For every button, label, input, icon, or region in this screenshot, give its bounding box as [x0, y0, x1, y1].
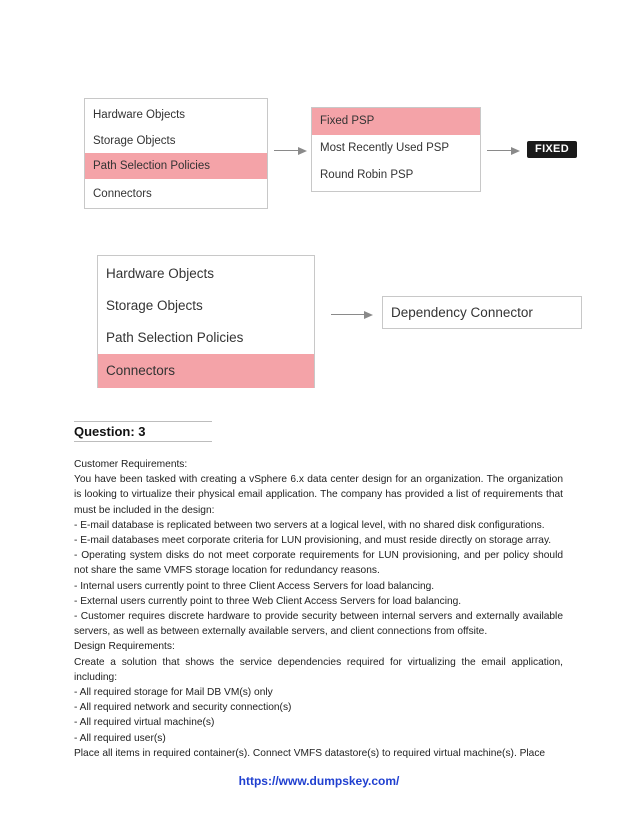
arrow-1-head — [298, 147, 307, 155]
paragraph: You have been tasked with creating a vSphere 6.x data center design for an organization. The organization is looking to virtualize their physical email application. The company has provided a list of requirements that must be included in the design: — [74, 474, 563, 516]
list-item-hardware-objects[interactable]: Hardware Objects — [93, 109, 186, 121]
arrow-1 — [274, 150, 299, 151]
paragraph: Place all items in required container(s). Connect VMFS datastore(s) to required virtual machine(s). Place — [74, 747, 546, 759]
category-list-2 — [97, 255, 315, 388]
list-item-path-selection-policies[interactable]: Path Selection Policies — [85, 153, 267, 179]
question-rule-bottom — [74, 441, 212, 442]
list-item-connectors[interactable]: Connectors — [93, 188, 152, 200]
question-rule-top — [74, 421, 212, 422]
fixed-result-badge: FIXED — [527, 141, 577, 158]
list-item-storage-objects[interactable]: Storage Objects — [93, 135, 176, 147]
paragraph: - External users currently point to three Web Client Access Servers for load balancing. — [74, 595, 462, 607]
paragraph: - All required user(s) — [74, 732, 166, 744]
paragraph: Design Requirements: — [74, 641, 175, 653]
arrow-2 — [487, 150, 512, 151]
category-list-1 — [84, 98, 268, 209]
question-title: Question: 3 — [74, 424, 146, 439]
list-item-storage-objects[interactable]: Storage Objects — [106, 298, 203, 313]
paragraph: - All required storage for Mail DB VM(s) only — [74, 687, 273, 699]
paragraph: - All required virtual machine(s) — [74, 717, 215, 729]
list-item-path-selection-policies[interactable]: Path Selection Policies — [106, 330, 244, 345]
paragraph: Create a solution that shows the service dependencies required for virtualizing the email application, including: — [74, 656, 563, 683]
footer-link[interactable]: https://www.dumpskey.com/ — [238, 774, 400, 788]
psp-list — [311, 107, 481, 192]
paragraph: - All required network and security connection(s) — [74, 702, 292, 714]
list-item-hardware-objects[interactable]: Hardware Objects — [106, 266, 215, 281]
paragraph: - Customer requires discrete hardware to provide security between internal servers and externally available servers, as well as between externally available servers, and client connections from offsite. — [74, 611, 563, 638]
paragraph: - E-mail database is replicated between two servers at a logical level, with no shared disk configurations. — [74, 519, 545, 531]
arrow-2-head — [511, 147, 520, 155]
paragraph: - Internal users currently point to three Client Access Servers for load balancing. — [74, 580, 435, 592]
list-item-connectors[interactable]: Connectors — [98, 354, 314, 388]
list-item-mru-psp[interactable]: Most Recently Used PSP — [320, 142, 450, 154]
paragraph: Customer Requirements: — [74, 459, 188, 470]
list-item-round-robin-psp[interactable]: Round Robin PSP — [320, 169, 414, 181]
question-body — [74, 457, 563, 761]
dependency-connector-box[interactable] — [382, 296, 582, 329]
arrow-3-head — [364, 311, 373, 319]
dependency-connector-label: Dependency Connector — [391, 305, 533, 320]
paragraph: - Operating system disks do not meet corporate requirements for LUN provisioning, and per policy should not share the same VMFS storage location for redundancy reasons. — [74, 550, 563, 577]
arrow-3 — [331, 314, 365, 315]
paragraph: - E-mail databases meet corporate criteria for LUN provisioning, and must reside directly on storage array. — [74, 535, 552, 547]
list-item-fixed-psp[interactable]: Fixed PSP — [312, 108, 480, 135]
